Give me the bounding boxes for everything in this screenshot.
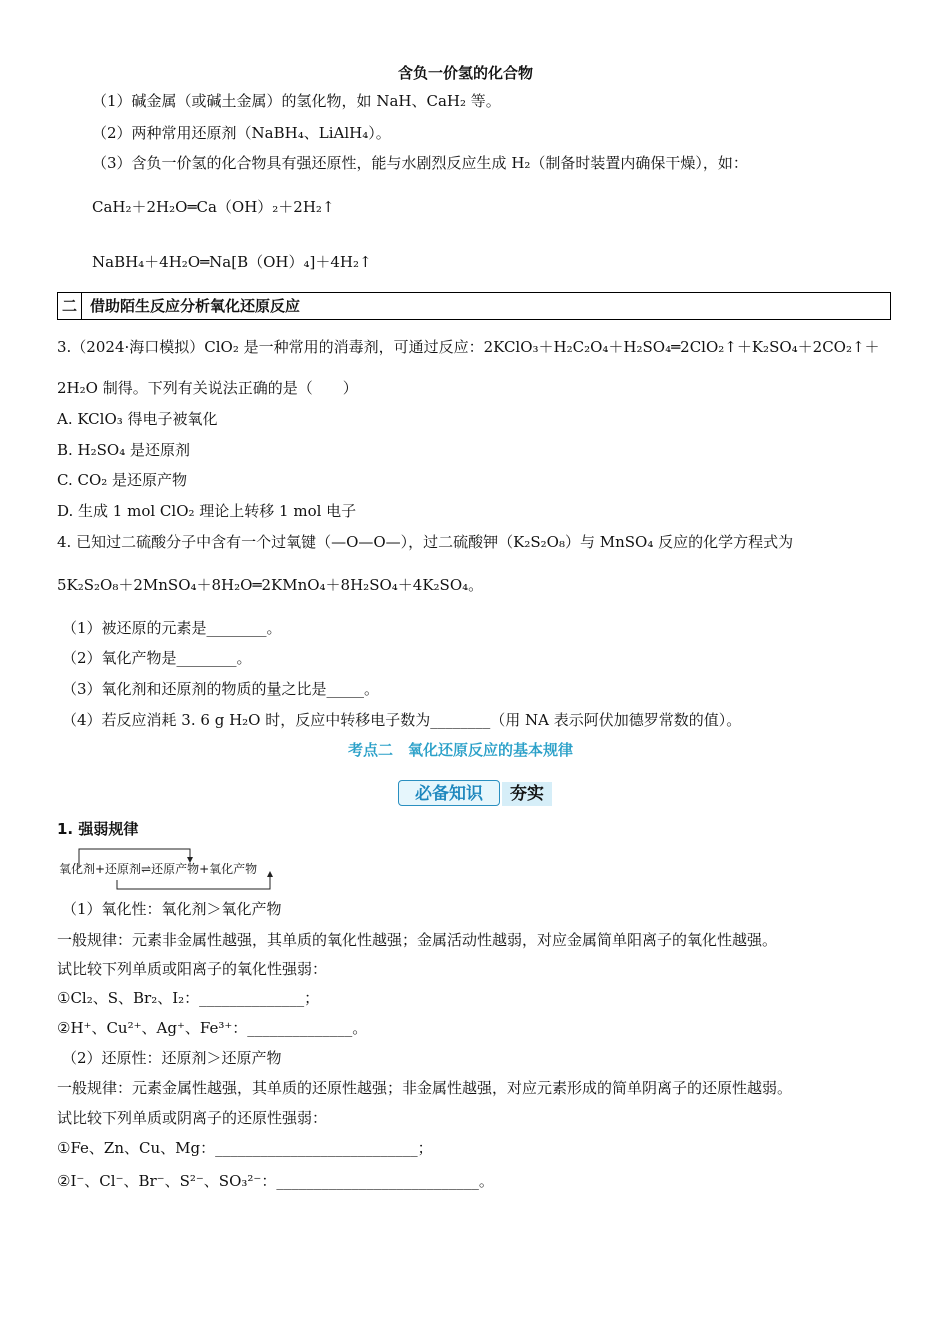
oxidizing-prompt: 试比较下列单质或阳离子的氧化性强弱：: [57, 960, 328, 978]
reducing-blank-2: ②I⁻、Cl⁻、Br⁻、S²⁻、SO₃²⁻：___________________________。: [57, 1172, 494, 1190]
equation-nabh4: NaBH₄＋4H₂O═Na[B（OH）₄]＋4H₂↑: [92, 253, 372, 271]
section-title: 借助陌生反应分析氧化还原反应: [90, 297, 301, 315]
equation-cah2: CaH₂＋2H₂O═Ca（OH）₂＋2H₂↑: [92, 198, 335, 216]
q3-option-a: A. KClO₃ 得电子被氧化: [57, 410, 218, 428]
intro-item-3: （3）含负一价氢的化合物具有强还原性，能与水剧烈反应生成 H₂（制备时装置内确保干燥），如：: [92, 154, 748, 172]
rule1-title: 1. 强弱规律: [57, 820, 139, 838]
intro-item-1: （1）碱金属（或碱土金属）的氢化物，如 NaH、CaH₂ 等。: [92, 92, 501, 110]
kaodian-heading: 考点二 氧化还原反应的基本规律: [348, 741, 574, 759]
oxidizing-heading: （1）氧化性：氧化剂＞氧化产物: [62, 900, 282, 918]
q3-stem-line1: 3.（2024·海口模拟）ClO₂ 是一种常用的消毒剂，可通过反应：2KClO₃＋H₂C₂O₄＋H₂SO₄═2ClO₂↑＋K₂SO₄＋2CO₂↑＋: [57, 338, 880, 356]
q3-option-c: C. CO₂ 是还原产物: [57, 471, 188, 489]
q3-option-b: B. H₂SO₄ 是还原剂: [57, 441, 191, 459]
q4-part-3: （3）氧化剂和还原剂的物质的量之比是_____。: [62, 680, 380, 698]
badge-right-label: 夯实: [502, 782, 552, 806]
section-number: 二: [58, 293, 82, 319]
intro-item-2: （2）两种常用还原剂（NaBH₄、LiAlH₄）。: [92, 124, 391, 142]
reducing-general-rule: 一般规律：元素金属性越强，其单质的还原性越强；非金属性越强，对应元素形成的简单阴离子的还原性越弱。: [57, 1079, 793, 1097]
diagram-arrow-bottom: [117, 875, 270, 889]
q3-option-d: D. 生成 1 mol ClO₂ 理论上转移 1 mol 电子: [57, 502, 357, 520]
oxidizing-blank-1: ①Cl₂、S、Br₂、I₂：______________；: [57, 989, 320, 1007]
q4-stem-line1: 4. 已知过二硫酸分子中含有一个过氧键（—O—O—），过二硫酸钾（K₂S₂O₈）与 MnSO₄ 反应的化学方程式为: [57, 533, 794, 551]
intro-title: 含负一价氢的化合物: [398, 64, 534, 82]
section-header: [57, 292, 891, 320]
reducing-prompt: 试比较下列单质或阴离子的还原性强弱：: [57, 1109, 328, 1127]
oxidizing-blank-2: ②H⁺、Cu²⁺、Ag⁺、Fe³⁺：______________。: [57, 1019, 368, 1037]
q3-stem-line2: 2H₂O 制得。下列有关说法正确的是（ ）: [57, 379, 358, 397]
oxidizing-general-rule: 一般规律：元素非金属性越强，其单质的氧化性越强；金属活动性越弱，对应金属简单阳离子的氧化性越强。: [57, 931, 778, 949]
arrowhead-up-icon: [267, 871, 273, 877]
q4-part-4: （4）若反应消耗 3. 6 g H₂O 时，反应中转移电子数为________（用 NA 表示阿伏加德罗常数的值）。: [62, 711, 742, 729]
diagram-text: 氧化剂+还原剂⇌还原产物+氧化产物: [59, 862, 258, 876]
reducing-heading: （2）还原性：还原剂＞还原产物: [62, 1049, 282, 1067]
badge-left-label: 必备知识: [398, 780, 500, 806]
q4-part-2: （2）氧化产物是________。: [62, 649, 252, 667]
reducing-blank-1: ①Fe、Zn、Cu、Mg：___________________________；: [57, 1139, 433, 1157]
q4-equation: 5K₂S₂O₈＋2MnSO₄＋8H₂O═2KMnO₄＋8H₂SO₄＋4K₂SO₄。: [57, 576, 484, 594]
q4-part-1: （1）被还原的元素是________。: [62, 619, 282, 637]
